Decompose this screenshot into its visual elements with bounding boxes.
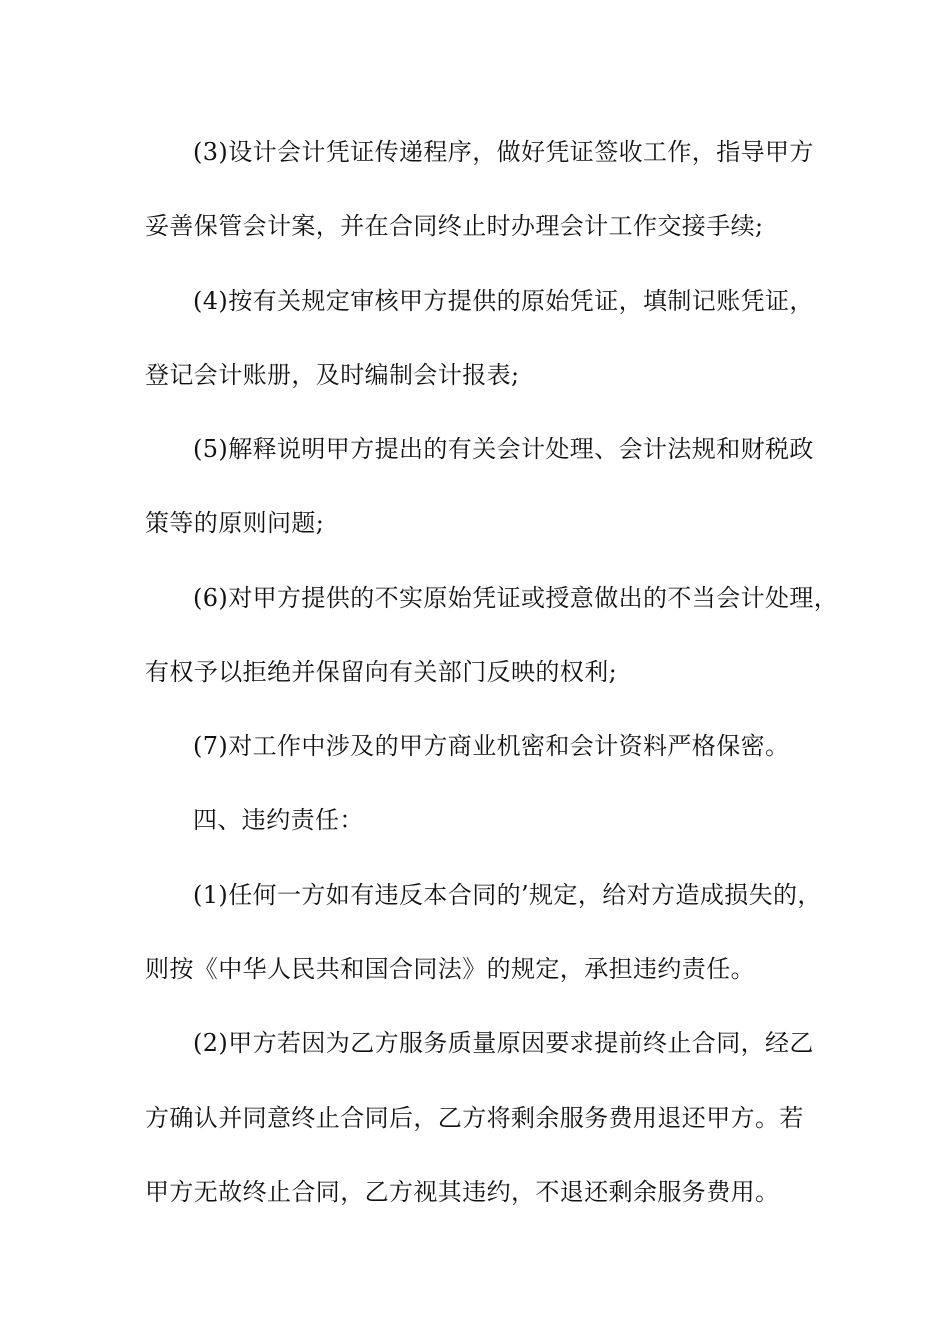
text-line-item3-start: (3)设计会计凭证传递程序，做好凭证签收工作，指导甲方 [193,138,814,166]
text-line-item5-start: (5)解释说明甲方提出的有关会计处理、会计法规和财税政 [193,435,814,463]
text-line-item4-start: (4)按有关规定审核甲方提供的原始凭证，填制记账凭证， [193,287,814,315]
text-line-breach2-end: 甲方无故终止合同，乙方视其违约，不退还剩余服务费用。 [145,1178,780,1206]
text-line-breach1-start: (1)任何一方如有违反本合同的’规定，给对方造成损失的， [193,881,822,909]
section-heading-breach-liability: 四、违约责任： [193,806,364,834]
text-line-item7: (7)对工作中涉及的甲方商业机密和会计资料严格保密。 [193,732,790,760]
text-line-item4-end: 登记会计账册，及时编制会计报表; [145,361,520,389]
text-line-breach2-start: (2)甲方若因为乙方服务质量原因要求提前终止合同，经乙 [193,1029,814,1057]
text-line-item3-end: 妥善保管会计案，并在合同终止时办理会计工作交接手续; [145,212,764,240]
text-line-item6-end: 有权予以拒绝并保留向有关部门反映的权利; [145,658,618,686]
text-line-breach1-end: 则按《中华人民共和国合同法》的规定，承担违约责任。 [145,955,755,983]
text-line-item6-start: (6)对甲方提供的不实原始凭证或授意做出的不当会计处理， [193,584,839,612]
text-line-item5-end: 策等的原则问题; [145,509,325,537]
text-line-breach2-middle: 方确认并同意终止合同后，乙方将剩余服务费用退还甲方。若 [145,1104,804,1132]
